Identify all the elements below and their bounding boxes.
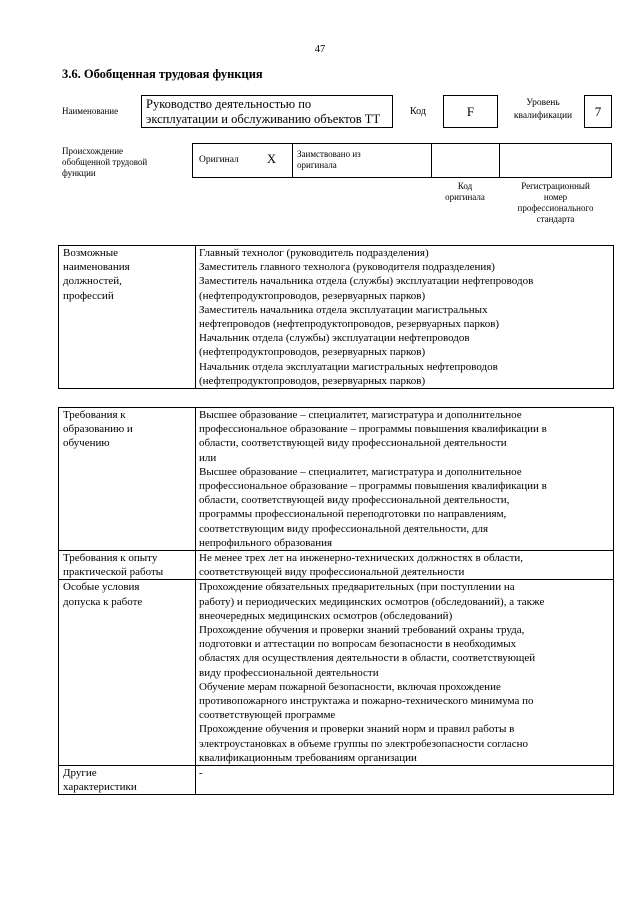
positions-label-line: наименования bbox=[63, 261, 130, 274]
level-box bbox=[584, 95, 612, 128]
code-value: F bbox=[466, 103, 475, 119]
positions-table bbox=[58, 245, 614, 389]
education-line: соответствующим виду профессиональной деятельности, для bbox=[199, 522, 489, 535]
special-conditions-line: областях для осуществления деятельности в области, соответствующей bbox=[199, 652, 536, 665]
name-label: Наименование bbox=[62, 106, 119, 116]
positions-row bbox=[59, 246, 614, 389]
special-conditions-line: противопожарного инструктажа и пожарно-технического минимума по bbox=[199, 695, 534, 708]
education-line: профессиональное образование – программы повышения квалификации в bbox=[199, 480, 547, 493]
special-conditions-label-cell bbox=[59, 580, 196, 766]
position-line: Заместитель начальника отдела (службы) эксплуатации нефтепроводов bbox=[199, 275, 534, 288]
code-original-line-2: оригинала bbox=[445, 192, 485, 202]
original-label: Оригинал bbox=[199, 155, 239, 165]
code-original-line-1: Код bbox=[457, 181, 473, 191]
reg-caption-line-4: стандарта bbox=[536, 214, 575, 224]
page-number: 47 bbox=[314, 44, 326, 55]
special-conditions-label-line: допуска к работе bbox=[63, 595, 143, 608]
level-label-line-1: Уровень bbox=[526, 98, 560, 108]
special-conditions-label-line: Особые условия bbox=[63, 581, 140, 594]
position-line: Начальник отдела (службы) эксплуатации нефтепроводов bbox=[199, 332, 470, 345]
borrowed-label bbox=[297, 149, 361, 171]
positions-label-line: профессий bbox=[63, 289, 114, 302]
origin-label-line-1: Происхождение bbox=[62, 146, 124, 156]
borrowed-line-2: оригинала bbox=[297, 160, 337, 170]
reg-caption-line-2: номер bbox=[543, 192, 568, 202]
other-characteristics-line: - bbox=[199, 767, 203, 780]
experience-line: соответствующей виду профессиональной деятельности bbox=[199, 566, 465, 579]
special-conditions-line: Прохождение обучения и проверки знаний норм и правил работы в bbox=[199, 723, 515, 736]
position-line: Начальник отдела эксплуатации магистральных нефтепроводов bbox=[199, 360, 498, 373]
special-conditions-row bbox=[59, 580, 614, 766]
level-label-line-2: квалификации bbox=[513, 111, 573, 121]
requirements-table bbox=[58, 407, 614, 795]
other-characteristics-label-line: характеристики bbox=[63, 781, 137, 794]
special-conditions-line: подготовки и аттестации по вопросам безопасности в необходимых bbox=[199, 638, 517, 651]
education-label-line: образованию и bbox=[63, 423, 133, 436]
name-box bbox=[141, 95, 393, 128]
experience-label-line: Требования к опыту bbox=[63, 552, 158, 565]
education-line: непрофильного образования bbox=[199, 536, 333, 549]
other-characteristics-row bbox=[59, 766, 614, 795]
education-value-cell bbox=[196, 408, 614, 551]
special-conditions-line: Обучение мерам пожарной безопасности, включая прохождение bbox=[199, 680, 501, 693]
positions-label-line: должностей, bbox=[63, 275, 122, 288]
education-line: профессиональное образование – программы повышения квалификации в bbox=[199, 423, 547, 436]
experience-label-line: практической работы bbox=[63, 566, 164, 579]
origin-box bbox=[192, 143, 612, 178]
special-conditions-line: квалификационным требованиям организации bbox=[199, 751, 417, 764]
origin-label bbox=[62, 146, 147, 179]
education-label-cell bbox=[59, 408, 196, 551]
level-label bbox=[504, 97, 582, 123]
reg-number-caption bbox=[499, 181, 612, 225]
reg-caption-line-1: Регистрационный bbox=[521, 181, 590, 191]
experience-row bbox=[59, 551, 614, 580]
position-line: (нефтепродуктопроводов, резервуарных парков) bbox=[199, 374, 426, 387]
special-conditions-line: Прохождение обязательных предварительных (при поступлении на bbox=[199, 581, 515, 594]
origin-label-line-3: функции bbox=[62, 168, 96, 178]
experience-label-cell bbox=[59, 551, 196, 580]
other-characteristics-label-cell bbox=[59, 766, 196, 795]
origin-label-line-2: обобщенной трудовой bbox=[62, 157, 148, 167]
special-conditions-value-cell bbox=[196, 580, 614, 766]
special-conditions-line: электроустановках в объеме группы по электробезопасности согласно bbox=[199, 737, 528, 750]
code-label: Код bbox=[410, 106, 426, 117]
education-line: области, соответствующей виду профессиональной деятельности bbox=[199, 437, 507, 450]
education-line: области, соответствующей виду профессиональной деятельности, bbox=[199, 494, 510, 507]
position-line: нефтепроводов (нефтепродуктопроводов, резервуарных парков) bbox=[199, 318, 500, 331]
section-title: 3.6. Обобщенная трудовая функция bbox=[62, 67, 263, 81]
education-label-line: обучению bbox=[63, 437, 110, 450]
education-row bbox=[59, 408, 614, 551]
level-value: 7 bbox=[594, 103, 602, 119]
positions-list-cell bbox=[196, 246, 614, 389]
education-line: или bbox=[199, 451, 217, 464]
education-line: Высшее образование – специалитет, магистратура и дополнительное bbox=[199, 409, 522, 421]
special-conditions-line: работу) и периодических медицинских осмотров (обследований), а также bbox=[199, 595, 545, 608]
code-box bbox=[443, 95, 498, 128]
education-line: программы профессиональной переподготовки по направлениям, bbox=[199, 508, 507, 521]
other-characteristics-label-line: Другие bbox=[63, 767, 97, 780]
education-label-line: Требования к bbox=[63, 409, 126, 421]
position-line: Заместитель главного технолога (руководителя подразделения) bbox=[199, 261, 495, 274]
position-line: (нефтепродуктопроводов, резервуарных парков) bbox=[199, 346, 426, 359]
other-characteristics-value-cell bbox=[196, 766, 614, 795]
experience-value-cell bbox=[196, 551, 614, 580]
position-line: Заместитель начальника отдела эксплуатации магистральных bbox=[199, 303, 488, 316]
borrowed-line-1: Заимствовано из bbox=[297, 149, 361, 159]
position-line: Главный технолог (руководитель подразделения) bbox=[199, 247, 429, 259]
experience-line: Не менее трех лет на инженерно-технических должностях в области, bbox=[199, 552, 524, 565]
name-line-1: Руководство деятельностью по bbox=[146, 97, 312, 111]
special-conditions-line: соответствующей программе bbox=[199, 709, 336, 722]
position-line: (нефтепродуктопроводов, резервуарных парков) bbox=[199, 289, 426, 302]
special-conditions-line: виду профессиональной деятельности bbox=[199, 666, 379, 679]
education-line: Высшее образование – специалитет, магистратура и дополнительное bbox=[199, 465, 522, 478]
positions-label-cell bbox=[59, 246, 196, 389]
name-line-2: эксплуатации и обслуживанию объектов ТТ bbox=[146, 112, 381, 126]
special-conditions-line: Прохождение обучения и проверки знаний требований охраны труда, bbox=[199, 624, 525, 637]
special-conditions-line: внеочередных медицинских осмотров (обследований) bbox=[199, 609, 453, 622]
original-mark: X bbox=[267, 152, 277, 166]
code-original-caption bbox=[431, 181, 499, 203]
reg-caption-line-3: профессионального bbox=[517, 203, 594, 213]
positions-label-line: Возможные bbox=[63, 247, 118, 259]
